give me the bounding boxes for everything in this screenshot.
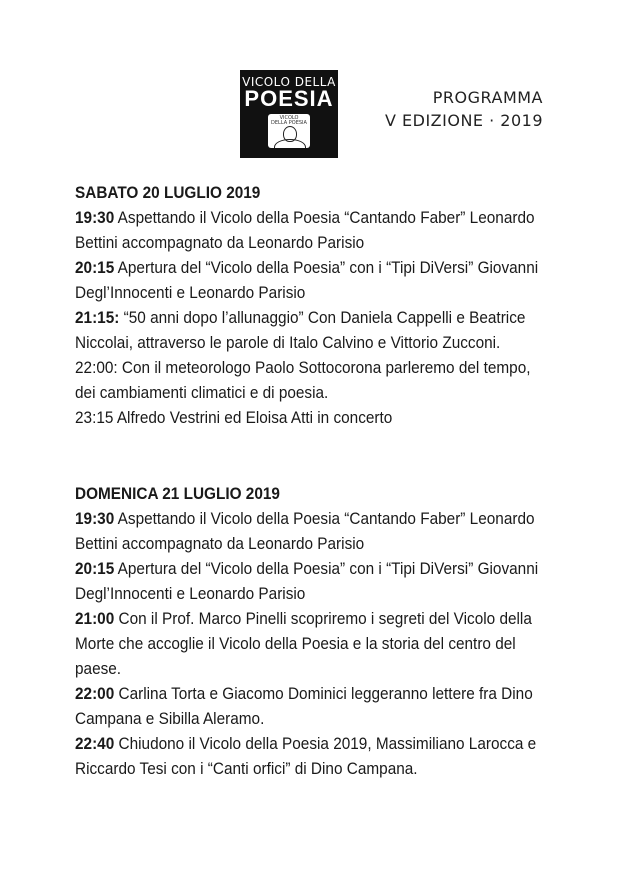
saturday-section bbox=[75, 181, 540, 431]
logo-emblem-caption: VICOLO DELLA POESIA bbox=[271, 115, 307, 126]
entry-time: 19:30 bbox=[75, 510, 115, 528]
logo bbox=[240, 70, 338, 158]
schedule-entry bbox=[75, 607, 540, 682]
schedule-entry bbox=[75, 256, 540, 306]
entry-text: Con il Prof. Marco Pinelli scopriremo i segreti del Vicolo della Morte che accoglie il Vicolo della Poesia e la storia del centro del paese. bbox=[75, 610, 532, 678]
schedule-entry bbox=[75, 507, 540, 557]
entry-time: 20:15 bbox=[75, 560, 115, 578]
schedule-entry bbox=[75, 356, 540, 406]
entry-time: 22:40 bbox=[75, 735, 115, 753]
schedule-entry bbox=[75, 682, 540, 732]
entry-time: 21:00 bbox=[75, 610, 115, 628]
entry-text: Alfredo Vestrini ed Eloisa Atti in concerto bbox=[113, 409, 393, 427]
schedule-entry bbox=[75, 557, 540, 607]
entry-time: 21:15: bbox=[75, 309, 120, 327]
schedule-entry bbox=[75, 306, 540, 356]
logo-emblem-icon bbox=[268, 114, 310, 148]
program-title: PROGRAMMA bbox=[432, 88, 543, 107]
entry-text: Aspettando il Vicolo della Poesia “Cantando Faber” Leonardo Bettini accompagnato da Leonardo Parisio bbox=[75, 510, 535, 553]
entry-text: Carlina Torta e Giacomo Dominici leggeranno lettere fra Dino Campana e Sibilla Aleramo. bbox=[75, 685, 533, 728]
entry-text: Chiudono il Vicolo della Poesia 2019, Massimiliano Larocca e Riccardo Tesi con i “Canti orfici” di Dino Campana. bbox=[75, 735, 537, 778]
logo-line-2: POESIA bbox=[244, 86, 334, 111]
sunday-day-heading: DOMENICA 21 LUGLIO 2019 bbox=[75, 485, 280, 503]
entry-text: Apertura del “Vicolo della Poesia” con i “Tipi DiVersi” Giovanni Degl’Innocenti e Leonardo Parisio bbox=[75, 259, 539, 302]
entry-time: 20:15 bbox=[75, 259, 115, 277]
program-header bbox=[385, 86, 543, 132]
entry-time: 22:00: bbox=[75, 359, 118, 377]
schedule-entry bbox=[75, 206, 540, 256]
logo-line-1: VICOLO DELLA bbox=[242, 75, 336, 89]
entry-time: 23:15 bbox=[75, 409, 114, 427]
schedule-entry bbox=[75, 406, 540, 431]
portrait-shoulders-shape bbox=[274, 139, 306, 148]
schedule-entry bbox=[75, 732, 540, 782]
entry-time: 22:00 bbox=[75, 685, 115, 703]
entry-text: Apertura del “Vicolo della Poesia” con i “Tipi DiVersi” Giovanni Degl’Innocenti e Leonardo Parisio bbox=[75, 560, 539, 603]
entry-text: “50 anni dopo l’allunaggio” Con Daniela Cappelli e Beatrice Niccolai, attraverso le parole di Italo Calvino e Vittorio Zucconi. bbox=[75, 309, 526, 352]
entry-text: Con il meteorologo Paolo Sottocorona parleremo del tempo, dei cambiamenti climatici e di poesia. bbox=[75, 359, 531, 402]
entry-time: 19:30 bbox=[75, 209, 115, 227]
sunday-section bbox=[75, 482, 540, 782]
program-edition: V EDIZIONE · 2019 bbox=[384, 111, 543, 130]
saturday-day-heading: SABATO 20 LUGLIO 2019 bbox=[75, 184, 261, 202]
entry-text: Aspettando il Vicolo della Poesia “Cantando Faber” Leonardo Bettini accompagnato da Leonardo Parisio bbox=[75, 209, 535, 252]
